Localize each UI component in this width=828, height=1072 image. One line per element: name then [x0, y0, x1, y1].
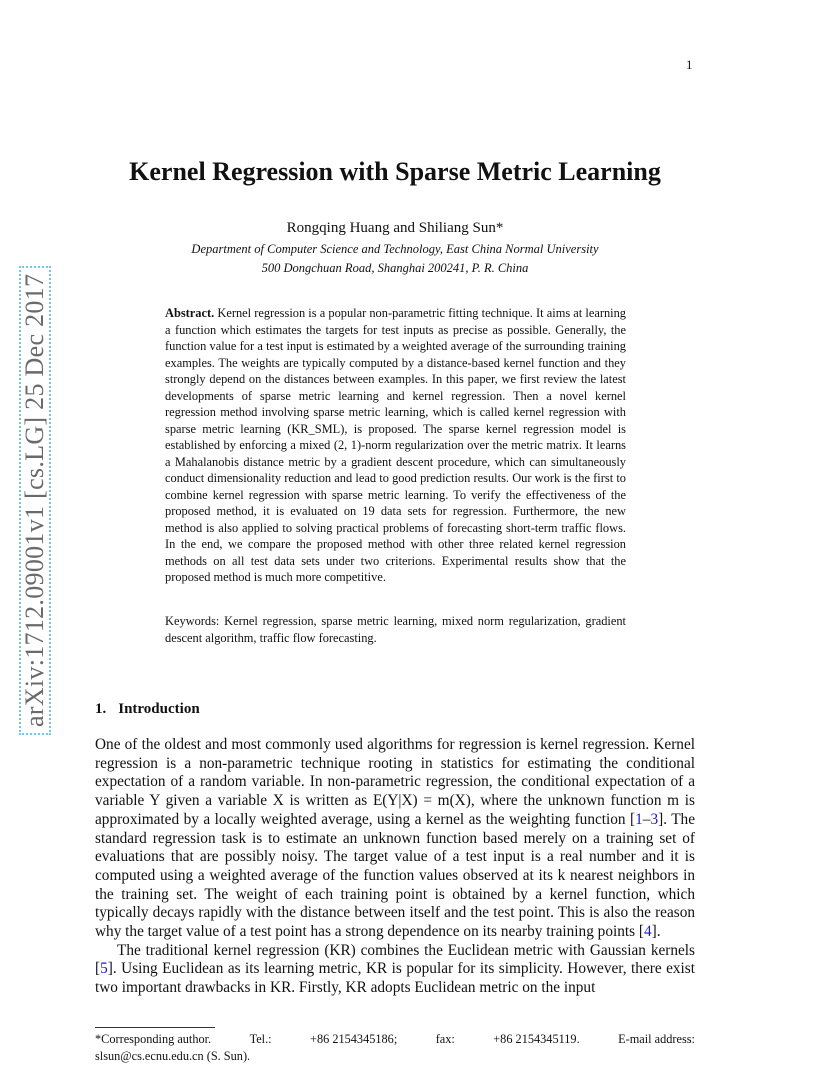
- affiliation-department: Department of Computer Science and Technology, East China Normal University: [191, 242, 599, 256]
- footnote-fax: +86 2154345119.: [493, 1032, 580, 1046]
- intro-paragraph-1: [95, 736, 695, 942]
- paragraph-text: The traditional kernel regression (KR) combines the Euclidean metric with Gaussian kernels [: [95, 941, 695, 978]
- body-text: [95, 736, 695, 998]
- citation-link[interactable]: 1: [635, 810, 643, 828]
- affiliation-address: 500 Dongchuan Road, Shanghai 200241, P. R. China: [261, 261, 529, 275]
- paragraph-text: ]. Using Euclidean as its learning metric, KR is popular for its simplicity. However, there exist two important drawbacks in KR. Firstly, KR adopts Euclidean metric on the input: [95, 960, 695, 997]
- footnote-email-label: E-mail address:: [618, 1032, 695, 1046]
- paragraph-text: One of the oldest and most commonly used algorithms for regression is kernel regression. Kernel regression is a non-parametric technique rooting in statistics for estimating the conditional expectation of a random variable. In non-parametric regression, the conditional expectation of a variable Y given a variable X is written as E(Y|X) = m(X), where the unknown function m is approximated by a locally weighted average, using a kernel as the weighting function [: [95, 736, 695, 828]
- keywords: Keywords: Kernel regression, sparse metric learning, mixed norm regularization, gradient descent algorithm, traffic flow forecasting.: [165, 614, 626, 645]
- footnote-tel-label: Tel.:: [249, 1032, 272, 1046]
- footnote-fax-label: fax:: [435, 1032, 455, 1046]
- abstract-text: Kernel regression is a popular non-parametric fitting technique. It aims at learning a function which estimates the targets for test inputs as precise as possible. Generally, the function value for a test input is estimated by a weighted average of the surrounding training examples. The weights are typically computed by a distance-based kernel function and they strongly depend on the distances between examples. In this paper, we first review the latest developments of sparse metric learning and kernel regression. Then a novel kernel regression method involving sparse metric learning, which is called kernel regression with sparse metric learning (KR_SML), is proposed. The sparse kernel regression model is established by enforcing a mixed (2, 1)-norm regularization over the metric matrix. It learns a Mahalanobis distance metric by a gradient descent procedure, which can simultaneously conduct dimensionality reduction and lead to good prediction results. Our work is the first to combine kernel regression with sparse metric learning. To verify the effectiveness of the proposed method, it is evaluated on 19 data sets for regression. Furthermore, the new method is also applied to solving practical problems of forecasting short-term traffic flows. In the end, we compare the proposed method with other three related kernel regression methods on all test data sets under two criterions. Experimental results show that the proposed method is much more competitive.: [165, 306, 626, 584]
- section-heading: [95, 701, 200, 718]
- abstract-label: Abstract.: [165, 306, 215, 320]
- footnote-label: *Corresponding author.: [95, 1032, 212, 1046]
- citation-link[interactable]: 4: [644, 923, 652, 941]
- paragraph-text: ].: [651, 923, 661, 941]
- footnote-email[interactable]: slsun@cs.ecnu.edu.cn (S. Sun).: [95, 1049, 251, 1063]
- paper-title: Kernel Regression with Sparse Metric Learning: [129, 157, 661, 186]
- intro-paragraph-2: [95, 942, 695, 998]
- paragraph-text: ]. The standard regression task is to estimate an unknown function based merely on a training set of evaluations that are possibly noisy. The target value of a test input is a real number and it is computed using a weighted average of the function values observed at its k nearest neighbors in the training set. The weight of each training point is obtained by a kernel function, which typically decays rapidly with the distance between itself and the test point. This is also the reason why the target value of a test point has a strong dependence on its nearby training points [: [95, 810, 695, 941]
- section-title: Introduction: [118, 701, 200, 717]
- footnote-tel: +86 2154345186;: [310, 1032, 398, 1046]
- abstract: [165, 305, 626, 586]
- section-number: 1.: [95, 701, 107, 717]
- citation-link[interactable]: 3: [650, 810, 659, 828]
- arxiv-identifier-stamp[interactable]: arXiv:1712.09001v1 [cs.LG] 25 Dec 2017: [19, 266, 51, 735]
- paper-authors: Rongqing Huang and Shiliang Sun*: [286, 220, 504, 236]
- citation-dash: –: [642, 810, 651, 828]
- citation-link[interactable]: 5: [100, 960, 108, 978]
- footnote-rule: [95, 1027, 215, 1028]
- page-number: 1: [686, 57, 693, 72]
- footnote: [95, 1031, 695, 1065]
